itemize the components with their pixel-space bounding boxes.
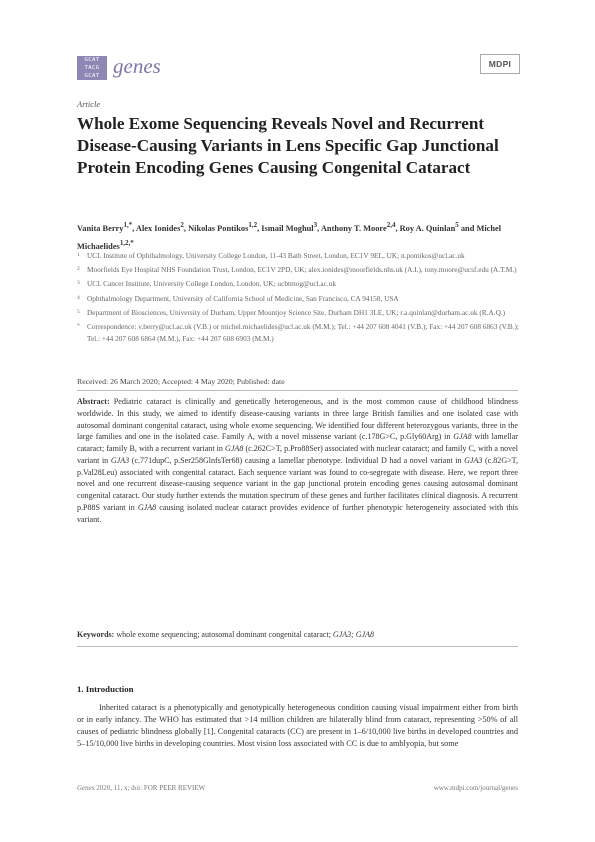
keywords-label: Keywords: xyxy=(77,630,115,639)
article-type: Article xyxy=(77,99,101,109)
author-affiliation-mark: 2,4 xyxy=(386,221,396,229)
gene-name: GJA8 xyxy=(453,432,472,442)
affiliation-item xyxy=(77,293,522,305)
logo-line: TACG xyxy=(84,65,100,71)
author-affiliation-mark: 5 xyxy=(455,221,459,229)
abstract-text: with lamellar cataract; family B, with a recurrent variant in xyxy=(77,432,518,453)
affiliation-number: 1 xyxy=(77,252,80,258)
author-name: Ismail Moghul xyxy=(261,223,314,233)
journal-name: genes xyxy=(113,53,161,78)
abstract-text: (c.771dupC, p.Ser258GlnfsTer68) causing a lamellar phenotype. Individual D had a novel variant in xyxy=(129,455,465,465)
affiliation-text: Ophthalmology Department, University of California School of Medicine, San Francisco, CA 94158, USA xyxy=(87,293,399,303)
divider xyxy=(77,390,518,391)
journal-logo-mark xyxy=(77,56,107,80)
keywords-text: whole exome sequencing; autosomal dominant congenital cataract; xyxy=(114,630,333,639)
author-affiliation-mark: 1,* xyxy=(123,221,133,229)
footer-journal: Genes xyxy=(77,784,95,792)
abstract-text: causing isolated nuclear cataract provides evidence of further phenotypic heterogeneity associated with this variant. xyxy=(77,502,518,524)
abstract-label: Abstract: xyxy=(77,397,110,406)
keywords-genes: GJA3; GJA8 xyxy=(332,630,375,639)
author-name: Anthony T. Moore xyxy=(320,223,387,233)
affiliation-text: UCL Institute of Ophthalmology, University College London, 11-43 Bath Street, London, EC1V 9EL, UK; n.pontikos@ucl.ac.uk xyxy=(87,251,465,260)
abstract-text: Pediatric cataract is clinically and genetically heterogeneous, and is the most common cause of childhood blindness worldwide. In this study, we aimed to identify disease-causing variants in three large British families and one isolated case with autosomal dominant congenital cataract, using whole exome sequencing. We identified four different heterozygous variants, three in the large families and one in the isolated case. Family A, with a novel missense variant (c.178G>C, p.Gly60Arg) in xyxy=(77,397,518,442)
author-name: Nikolas Pontikos xyxy=(188,223,249,233)
author-affiliation-mark: 1,2,* xyxy=(119,238,134,247)
author-name: Michel Michaelides xyxy=(77,223,502,251)
affiliation-number: 2 xyxy=(77,266,80,273)
footer-citation-text: 2020, 11, x; doi: FOR PEER REVIEW xyxy=(94,784,206,792)
affiliation-item xyxy=(77,250,522,262)
journal-logo xyxy=(77,53,161,80)
paper-title: Whole Exome Sequencing Reveals Novel and Recurrent Disease-Causing Variants in Lens Specific Gap Junctional Protein Encoding Genes Causing Congenital Cataract xyxy=(77,114,499,177)
section-heading: 1. Introduction xyxy=(77,684,134,694)
author-list: Vanita Berry$^{1,*}$, Alex Ionides$^2$, Nikolas Pontikos$^{1,2}$, Ismail Moghul$^3$, Anthony T. Moore$^{2,4}$, Roy A. Quinlan$^5$ and Michel Michaelides$^{1,2,*}$ xyxy=(77,221,502,251)
gene-name: GJA8 xyxy=(225,444,244,453)
affiliation-text: UCL Cancer Institute, University College London, London, UK; ucbtmog@ucl.ac.uk xyxy=(87,279,337,289)
affiliation-number: * xyxy=(77,322,80,329)
gene-name: GJA8 xyxy=(137,502,157,512)
logo-line: GCAT xyxy=(84,57,100,63)
affiliation-text: Department of Biosciences, University of Durham, Upper Mountjoy Science Site, Durham DH1 3LE, UK; r.a.quinlan@durham.ac.uk (R.A.Q.) xyxy=(87,307,506,317)
affiliation-number: 4 xyxy=(77,294,80,301)
author-affiliation-mark: 3 xyxy=(313,221,318,229)
abstract-text: (c.82G>T, p.Val28Leu) associated with congenital cataract. Each sequence variant was found to co-segregate with disease. Here, we report three novel and one recurrent disease-causing sequence variant in the gap junctional protein encoding genes causing autosomal dominant congenital cataract. Our study further extends the mutation spectrum of these genes and further facilitates clinical diagnosis. A recurrent p.P88S variant in xyxy=(77,455,519,512)
footer-url[interactable]: www.mdpi.com/journal/genes xyxy=(433,784,518,792)
author-name: Alex Ionides xyxy=(135,223,181,233)
footer-citation xyxy=(77,784,205,792)
affiliation-item xyxy=(77,307,522,319)
affiliation-number: 3 xyxy=(77,280,80,287)
affiliation-number: 5 xyxy=(77,308,80,315)
gene-name: GJA3 xyxy=(464,455,483,465)
affiliation-item xyxy=(77,264,522,276)
keywords xyxy=(77,630,518,639)
gene-name: GJA3 xyxy=(110,455,130,465)
affiliation-text: Moorfields Eye Hospital NHS Foundation Trust, London, EC1V 2PD, UK; alex.ionides@moorfields.nhs.uk (A.I.), tony.moore@ucsf.edu (A.T.M.) xyxy=(87,265,517,275)
abstract-text: (c.262C>T, p.Pro88Ser) associated with nuclear cataract; and family C, with a novel variant in xyxy=(77,444,518,465)
publisher-logo xyxy=(480,54,520,74)
publisher-name: MDPI xyxy=(488,59,512,69)
author-affiliation-mark: 1,2 xyxy=(248,221,258,229)
author-affiliation-mark: 2 xyxy=(180,221,184,229)
correspondence-item xyxy=(77,321,522,345)
affiliations xyxy=(77,250,522,347)
logo-line: GCAT xyxy=(84,73,100,79)
received-dates: Received: 26 March 2020; Accepted: 4 May 2020; Published: date xyxy=(77,377,285,386)
divider xyxy=(77,646,518,647)
author-name: Roy A. Quinlan xyxy=(399,223,456,233)
abstract xyxy=(77,396,518,525)
author-name: Vanita Berry xyxy=(77,223,124,233)
correspondence-text: Correspondence: v.berry@ucl.ac.uk (V.B.) or michel.michaelides@ucl.ac.uk (M.M.); Tel.: +44 207 608 4041 (V.B.); Fax: +44 207 608 6863 (V.B.); Tel.: +44 207 608 6864 (M.M.), Fax: +44 207 608 6903 (M.M.) xyxy=(87,321,519,343)
section-body-text: Inherited cataract is a phenotypically and genotypically heterogeneous condition causing visual impairment either from birth or in early infancy. The WHO has estimated that >14 million children are bilaterally blind from cataract, representing >50% of all causes of pediatric blindness globally [1]. Congenital cataracts (CC) are present in 1–6/10,000 live births in developed countries and 5–15/10,000 live births in developing countries. Most vision loss associated with CC is due to amblyopia, but some xyxy=(77,703,518,748)
affiliation-item xyxy=(77,278,522,290)
